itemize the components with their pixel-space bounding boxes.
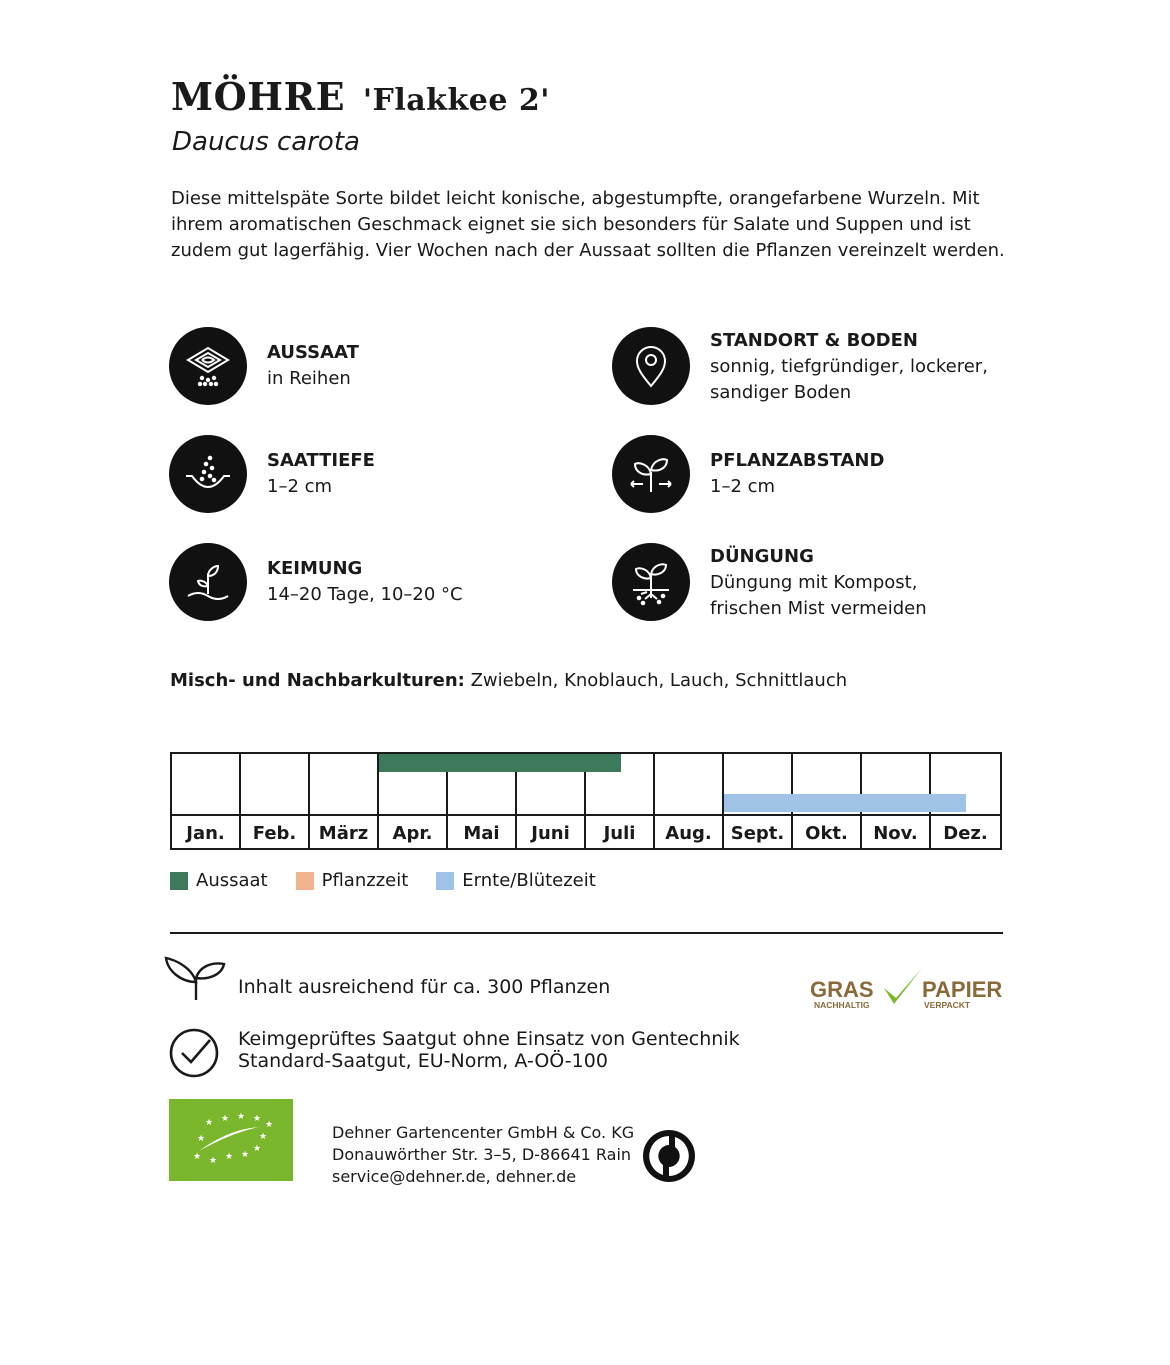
papier-word: PAPIER bbox=[922, 977, 1003, 1002]
month-label: Okt. bbox=[805, 823, 848, 844]
info-heading: PFLANZABSTAND bbox=[710, 450, 885, 471]
month-label: März bbox=[318, 823, 369, 844]
companion-value: Zwiebeln, Knoblauch, Lauch, Schnittlauch bbox=[464, 670, 848, 691]
info-heading: DÜNGUNG bbox=[710, 546, 814, 567]
month-cell bbox=[310, 754, 379, 848]
legend-swatch bbox=[170, 872, 188, 890]
info-heading: SAATTIEFE bbox=[267, 450, 375, 471]
info-aussaat bbox=[169, 327, 359, 405]
certification-text: Keimgeprüftes Saatgut ohne Einsatz von Gentechnik Standard-Saatgut, EU-Norm, A-OÖ-100 bbox=[238, 1028, 740, 1072]
info-pflanzabstand bbox=[612, 435, 884, 513]
eu-organic-logo bbox=[169, 1099, 293, 1181]
checkmark-circle-icon bbox=[168, 1025, 222, 1083]
info-heading: STANDORT & BODEN bbox=[710, 330, 918, 351]
legend-item bbox=[296, 870, 409, 891]
info-text: sonnig, tiefgründiger, lockerer, sandiger Boden bbox=[710, 356, 988, 403]
info-heading: KEIMUNG bbox=[267, 558, 363, 579]
svg-text:★: ★ bbox=[205, 1118, 214, 1128]
month-label: Apr. bbox=[392, 823, 433, 844]
gras-papier-logo bbox=[808, 966, 1004, 1012]
seed-depth-icon bbox=[169, 435, 247, 513]
month-label: Jan. bbox=[186, 823, 225, 844]
month-label: Nov. bbox=[873, 823, 918, 844]
svg-text:★: ★ bbox=[265, 1120, 274, 1130]
info-text: Düngung mit Kompost, frischen Mist vermeiden bbox=[710, 572, 927, 619]
companion-plants bbox=[170, 670, 847, 691]
harvest-period-bar bbox=[724, 794, 966, 812]
month-label: Feb. bbox=[252, 823, 297, 844]
month-cell bbox=[172, 754, 241, 848]
gras-sub-left: NACHHALTIG bbox=[814, 1000, 870, 1010]
legend-item bbox=[436, 870, 596, 891]
gras-word: GRAS bbox=[810, 977, 874, 1002]
month-cell bbox=[655, 754, 724, 848]
plant-spacing-icon bbox=[612, 435, 690, 513]
info-text: 1–2 cm bbox=[267, 476, 333, 497]
info-standort bbox=[612, 327, 988, 406]
svg-text:★: ★ bbox=[193, 1152, 202, 1162]
svg-text:★: ★ bbox=[253, 1114, 262, 1124]
seed-packet-icon bbox=[169, 327, 247, 405]
sowing-calendar bbox=[170, 752, 1002, 850]
product-description: Diese mittelspäte Sorte bildet leicht konische, abgestumpfte, orangefarbene Wurzeln. Mit ihrem aromatischen Geschmack eignet sie sich besonders für Salate und Suppen und ist zudem gut lagerfähig. Vier Wochen nach der Aussaat sollten die Pflanzen vereinzelt werden. bbox=[171, 188, 1005, 261]
sowing-period-bar bbox=[379, 754, 621, 772]
gras-sub-right: VERPACKT bbox=[924, 1000, 971, 1010]
product-variety: 'Flakkee 2' bbox=[362, 83, 550, 118]
svg-text:★: ★ bbox=[253, 1144, 262, 1154]
month-label: Mai bbox=[463, 823, 500, 844]
month-label: Dez. bbox=[943, 823, 988, 844]
legend-swatch bbox=[436, 872, 454, 890]
month-label: Aug. bbox=[665, 823, 712, 844]
month-cell bbox=[241, 754, 310, 848]
svg-text:★: ★ bbox=[209, 1156, 218, 1166]
svg-text:★: ★ bbox=[241, 1150, 250, 1160]
month-label: Juni bbox=[531, 823, 570, 844]
svg-text:★: ★ bbox=[221, 1114, 230, 1124]
quantity-text: Inhalt ausreichend für ca. 300 Pflanzen bbox=[238, 976, 611, 998]
legend-swatch bbox=[296, 872, 314, 890]
svg-text:★: ★ bbox=[259, 1132, 268, 1142]
info-keimung bbox=[169, 543, 463, 621]
info-text: 1–2 cm bbox=[710, 476, 776, 497]
product-title bbox=[171, 74, 550, 119]
latin-name: Daucus carota bbox=[172, 127, 360, 157]
location-pin-icon bbox=[612, 327, 690, 405]
product-name: MÖHRE bbox=[171, 74, 346, 119]
legend-label: Aussaat bbox=[196, 870, 268, 891]
info-text: in Reihen bbox=[267, 368, 351, 389]
month-label: Juli bbox=[603, 823, 636, 844]
legend-label: Ernte/Blütezeit bbox=[462, 870, 596, 891]
fertilizer-roots-icon bbox=[612, 543, 690, 621]
legend-label: Pflanzzeit bbox=[321, 870, 409, 891]
svg-text:★: ★ bbox=[225, 1152, 234, 1162]
svg-text:★: ★ bbox=[197, 1134, 206, 1144]
companion-label: Misch- und Nachbarkulturen: bbox=[170, 670, 465, 691]
calendar-legend bbox=[170, 870, 624, 891]
legend-item bbox=[170, 870, 268, 891]
sprout-icon bbox=[169, 543, 247, 621]
info-duengung bbox=[612, 543, 927, 622]
month-label: Sept. bbox=[730, 823, 785, 844]
divider-line bbox=[170, 932, 1003, 934]
green-dot-recycling-icon bbox=[641, 1128, 697, 1188]
info-heading: AUSSAAT bbox=[267, 342, 359, 363]
info-saattiefe bbox=[169, 435, 375, 513]
company-address: Dehner Gartencenter GmbH & Co. KG Donauwörther Str. 3–5, D-86641 Rain service@dehner.de, dehner.de bbox=[332, 1123, 635, 1186]
info-text: 14–20 Tage, 10–20 °C bbox=[267, 584, 463, 605]
svg-text:★: ★ bbox=[237, 1112, 246, 1122]
plant-leaves-icon bbox=[164, 954, 228, 1006]
